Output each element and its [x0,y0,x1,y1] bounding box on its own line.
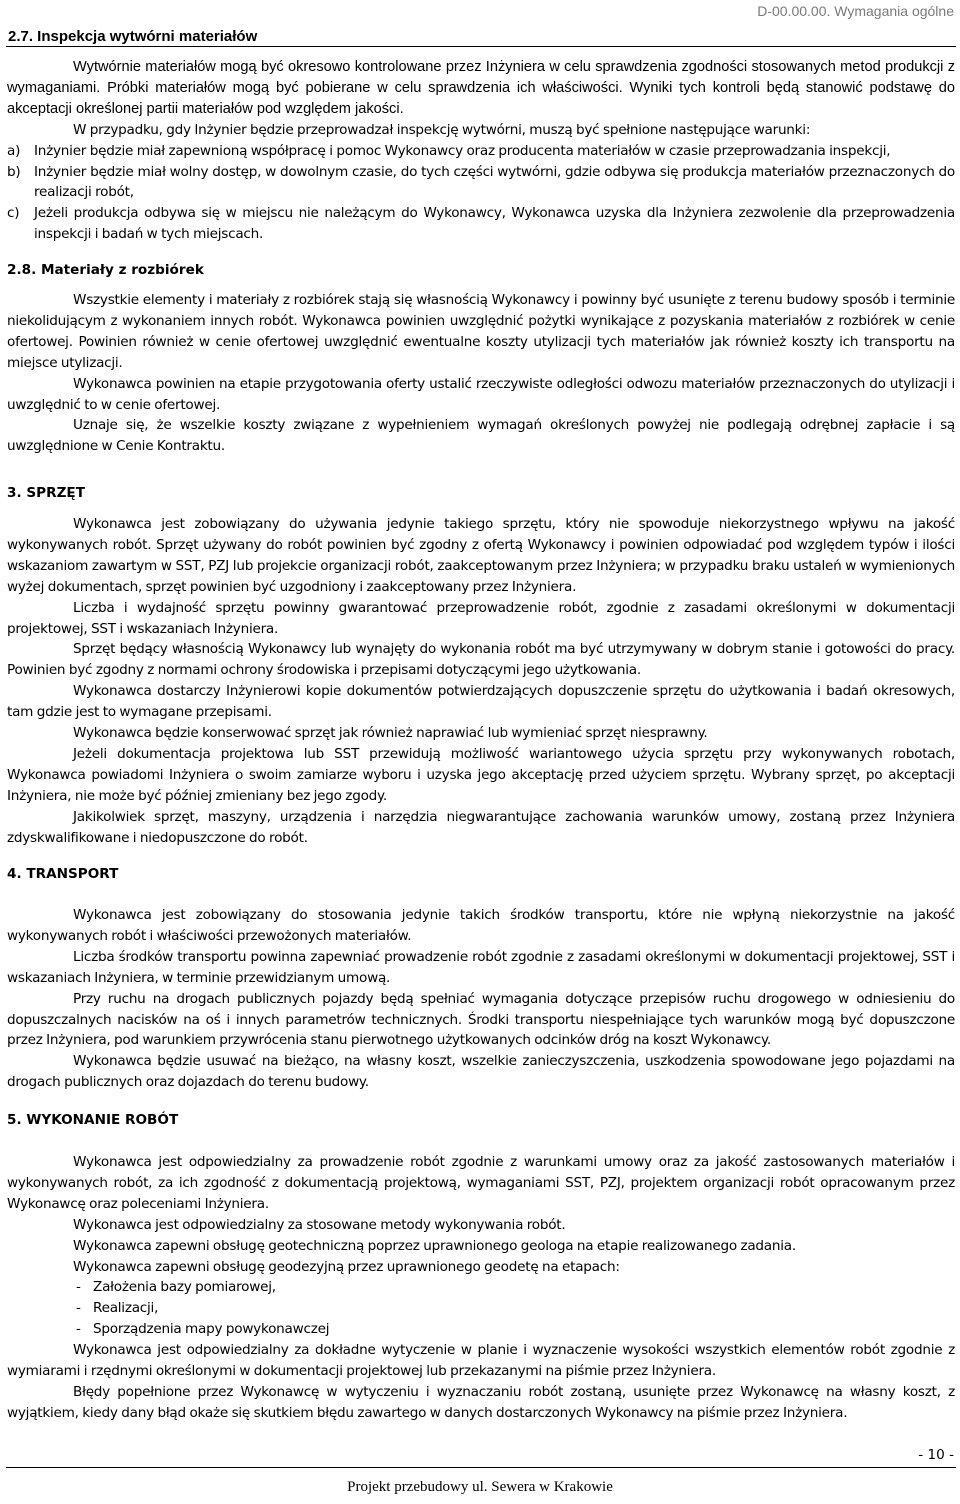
paragraph: Błędy popełnione przez Wykonawcę w wytyczeniu i wyznaczaniu robót zostaną, usunięte przez Wykonawcę na własny koszt, z wyjątkiem, kiedy dany błąd okaże się skutkiem błędu zawartego w danych dostarczonych Wykonawcy na piśmie przez Inżyniera. [7,1383,955,1421]
paragraph: Liczba środków transportu powinna zapewniać prowadzenie robót zgodnie z zasadami określonymi w dokumentacji projektowej, SST i wskazaniach Inżyniera, w terminie przewidzianym umową. [7,948,955,986]
paragraph: Wykonawca dostarczy Inżynierowi kopie dokumentów potwierdzających dopuszczenie sprzętu do użytkowania i badań okresowych, tam gdzie jest to wymagane przepisami. [7,683,955,721]
section-heading: 4. TRANSPORT [7,866,119,882]
paragraph: Jeżeli dokumentacja projektowa lub SST przewidują możliwość wariantowego użycia sprzętu przy wykonywanych robotach, Wykonawca powiadomi Inżyniera o swoim zamiarze wyboru i uzyska jego akceptację przed użyciem sprzętu. Wybrany sprzęt, po akceptacji Inżyniera, nie może być później zmieniany bez jego zgody. [7,745,955,804]
header-divider [6,46,956,47]
list-text: Założenia bazy pomiarowej, [93,1279,276,1296]
list-label: - [76,1321,81,1338]
list-item [7,1277,955,1298]
paragraph: Wszystkie elementy i materiały z rozbiórek stają się własnością Wykonawcy i powinny być usunięte z terenu budowy sposób i terminie niekolidującym z wykonaniem innych robót. Wykonawca powinien uwzględnić pożytki wynikające z pozyskania materiałów z rozbiórek w cenie ofertowej. Powinien również w cenie ofertowej uwzględnić ewentualne koszty utylizacji tych materiałów jak również koszty ich transportu na miejsce utylizacji. [7,292,955,371]
list-text: Jeżeli produkcja odbywa się w miejscu nie należącym do Wykonawcy, Wykonawca uzyska dla Inżyniera zezwolenie dla przeprowadzenia inspekcji i badań w tych miejscach. [34,205,955,243]
section-title: 2.7. Inspekcja wytwórni materiałów [8,28,258,45]
list-item [7,162,955,204]
list-item [7,203,955,245]
paragraph: Wykonawca jest zobowiązany do używania jedynie takiego sprzętu, który nie spowoduje niekorzystnego wpływu na jakość wykonywanych robót. Sprzęt używany do robót powinien być zgodny z ofertą Wykonawcy i powinien odpowiadać pod względem typów i ilości wskazaniom zawartym w SST, PZJ lub projekcie organizacji robót, zaakceptowanym przez Inżyniera; w przypadku braku ustaleń w wymienionych wyżej dokumentach, sprzęt powinien być uzgodniony i zaakceptowany przez Inżyniera. [7,516,955,595]
list-label: - [76,1279,81,1296]
list-item [7,141,955,162]
paragraph: Wykonawca powinien na etapie przygotowania oferty ustalić rzeczywiste odległości odwozu materiałów przeznaczonych do utylizacji i uwzględnić to w cenie ofertowej. [7,375,955,413]
section-5-body [7,1152,955,1424]
paragraph: Wykonawca jest odpowiedzialny za prowadzenie robót zgodnie z warunkami umowy oraz za jakość zastosowanych materiałów i wykonywanych robót, za ich zgodność z dokumentacją projektową, wymaganiami SST, PZJ, projektem organizacji robót opracowanym przez Wykonawcę oraz poleceniami Inżyniera. [7,1154,955,1212]
paragraph: Wykonawca zapewni obsługę geotechniczną poprzez uprawnionego geologa na etapie realizowanego zadania. [73,1237,796,1254]
paragraph: Wykonawca jest odpowiedzialny za stosowane metody wykonywania robót. [73,1216,566,1233]
paragraph: W przypadku, gdy Inżynier będzie przeprowadzał inspekcję wytwórni, muszą być spełnione następujące warunki: [73,121,811,138]
list-label: c) [7,205,20,222]
section-2-8 [7,260,955,280]
paragraph: Wykonawca będzie konserwować sprzęt jak również naprawiać lub wymieniać sprzęt niesprawny. [73,725,708,742]
paragraph: Uznaje się, że wszelkie koszty związane z wypełnieniem wymagań określonych powyżej nie podlegają odrębnej zapłacie i są uwzględnione w Cenie Kontraktu. [7,417,955,455]
section-2-7-body [7,57,955,245]
paragraph: Wykonawca zapewni obsługę geodezyjną przez uprawnionego geodetę na etapach: [73,1258,620,1275]
paragraph: Wykonawca jest odpowiedzialny za dokładne wytyczenie w planie i wyznaczenie wysokości wszystkich elementów robót zgodnie z wymiarami i rzędnymi określonymi w dokumentacji projektowej lub przekazanymi na piśmie przez Inżyniera. [7,1342,955,1380]
footer-project-title: Projekt przebudowy ul. Sewera w Krakowie [347,1479,613,1495]
section-2-8-body [7,290,955,457]
section-3-body [7,514,955,849]
paragraph: Sprzęt będący własnością Wykonawcy lub wynajęty do wykonania robót ma być utrzymywany w dobrym stanie i gotowości do pracy. Powinien być zgodny z normami ochrony środowiska i przepisami dotyczącymi jego użytkowania. [7,641,955,679]
paragraph: Liczba i wydajność sprzętu powinny gwarantować przeprowadzenie robót, zgodnie z zasadami określonymi w dokumentacji projektowej, SST i wskazaniach Inżyniera. [7,599,955,637]
list-item [7,1298,955,1319]
footer-divider [6,1467,956,1468]
paragraph: Przy ruchu na drogach publicznych pojazdy będą spełniać wymagania dotyczące przepisów ruchu drogowego w odniesieniu do dopuszczalnych nacisków na oś i innych parametrów technicznych. Środki transportu niespełniające tych warunków mogą być dopuszczone przez Inżyniera, pod warunkiem przywrócenia stanu pierwotnego użytkowanych odcinków dróg na koszt Wykonawcy. [7,990,955,1049]
paragraph: Wytwórnie materiałów mogą być okresowo kontrolowane przez Inżyniera w celu sprawdzenia zgodności stosowanych metod produkcji z wymaganiami. Próbki materiałów mogą być pobierane w celu sprawdzenia ich właściwości. Wyniki tych kontroli będą stanowić podstawę do akceptacji określonej partii materiałów pod względem jakości. [7,59,955,117]
list-label: b) [7,163,21,180]
list-label: a) [7,142,21,159]
section-heading: 3. SPRZĘT [7,485,85,501]
list-text: Inżynier będzie miał wolny dostęp, w dowolnym czasie, do tych części wytwórni, gdzie odbywa się produkcja materiałów przeznaczonych do realizacji robót, [34,163,955,201]
section-3 [7,483,955,503]
paragraph: Wykonawca będzie usuwać na bieżąco, na własny koszt, wszelkie zanieczyszczenia, uszkodzenia spowodowane jego pojazdami na drogach publicznych oraz dojazdach do terenu budowy. [7,1053,955,1091]
paragraph: Wykonawca jest zobowiązany do stosowania jedynie takich środków transportu, które nie wpłyną niekorzystnie na jakość wykonywanych robót i właściwości przewożonych materiałów. [7,907,955,944]
list-text: Realizacji, [93,1300,159,1317]
section-4-body [7,905,955,1093]
page-number: - 10 - [918,1447,954,1463]
document-code: D-00.00.00. Wymagania ogólne [757,3,954,19]
section-5 [7,1110,955,1130]
section-heading: 2.8. Materiały z rozbiórek [7,262,204,278]
list-label: - [76,1300,81,1317]
section-4 [7,864,955,884]
list-text: Inżynier będzie miał zapewnioną współpracę i pomoc Wykonawcy oraz producenta materiałów w czasie przeprowadzania inspekcji, [34,142,891,159]
section-heading: 5. WYKONANIE ROBÓT [7,1112,179,1128]
paragraph: Jakikolwiek sprzęt, maszyny, urządzenia i narzędzia niegwarantujące zachowania warunków umowy, zostaną przez Inżyniera zdyskwalifikowane i niedopuszczone do robót. [7,808,955,846]
list-text: Sporządzenia mapy powykonawczej [93,1321,330,1338]
list-item [7,1319,955,1340]
